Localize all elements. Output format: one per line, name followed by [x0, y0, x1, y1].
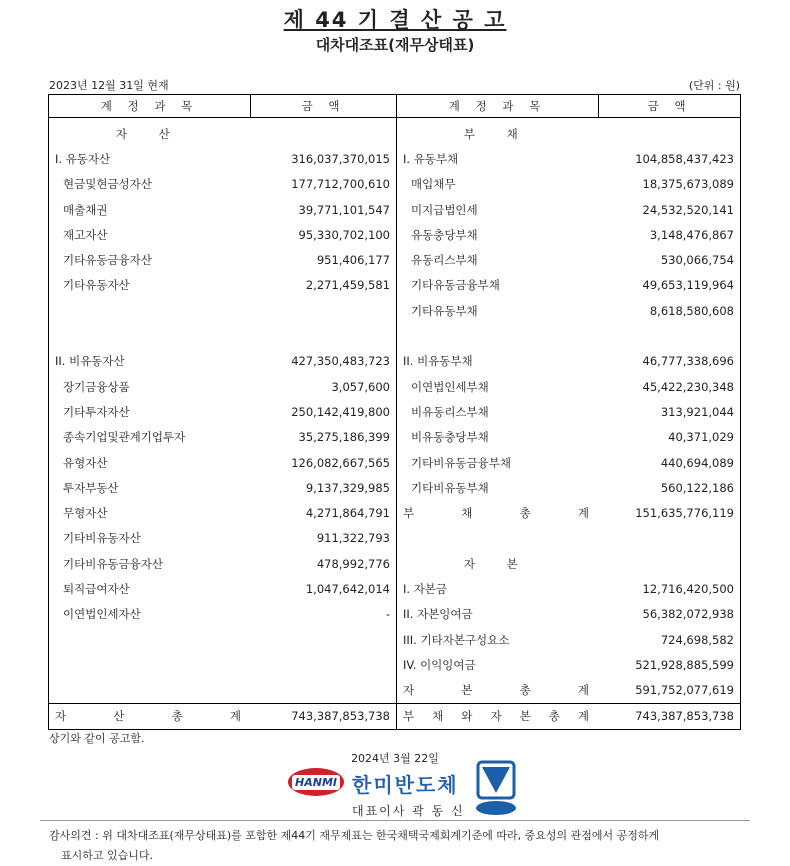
liability-equity-account: II. 자본잉여금: [397, 602, 599, 627]
liability-equity-account: I. 유동부채: [397, 146, 599, 171]
liability-equity-amount: 724,698,582: [599, 627, 741, 652]
table-row: [49, 349, 741, 374]
asset-account: II. 비유동자산: [49, 349, 251, 374]
asset-amount: [251, 118, 397, 147]
liability-equity-account: III. 기타자본구성요소: [397, 627, 599, 652]
asset-account: 이연법인세자산: [49, 602, 251, 627]
asset-amount: 951,406,177: [251, 247, 397, 272]
asset-amount: 95,330,702,100: [251, 222, 397, 247]
asset-amount: 1,047,642,014: [251, 576, 397, 601]
asset-account: [49, 323, 251, 348]
table-row: [49, 374, 741, 399]
asset-amount: 2,271,459,581: [251, 273, 397, 298]
audit-opinion-line: 감사의견 : 위 대차대조표(재무상태표)를 포함한 제44기 재무제표는 한국채택국제회계기준에 따라, 중요성의 관점에서 공정하게: [49, 829, 660, 842]
liability-equity-account: I. 자본금: [397, 576, 599, 601]
table-row: [49, 399, 741, 424]
table-row: [49, 172, 741, 197]
liability-equity-amount: 46,777,338,696: [599, 349, 741, 374]
asset-account: 매출채권: [49, 197, 251, 222]
liability-equity-account: 기타비유동금융부채: [397, 450, 599, 475]
liability-equity-amount: [599, 551, 741, 576]
liability-equity-account: 이연법인세부채: [397, 374, 599, 399]
liability-equity-amount: 45,422,230,348: [599, 374, 741, 399]
table-row: [49, 146, 741, 171]
liability-equity-amount: [599, 526, 741, 551]
table-row: [49, 273, 741, 298]
liability-equity-account: 기타유동부채: [397, 298, 599, 323]
liability-equity-account: [397, 703, 608, 729]
liability-equity-account: 기타비유동부채: [397, 475, 599, 500]
liability-equity-amount: 24,532,520,141: [599, 197, 741, 222]
asset-amount: 4,271,864,791: [251, 500, 397, 525]
balance-sheet-table: [48, 94, 741, 730]
liability-equity-account: [397, 500, 637, 525]
asset-account: 투자부동산: [49, 475, 251, 500]
asset-account: 무형자산: [49, 500, 251, 525]
table-row: [49, 703, 741, 729]
liability-equity-amount: 151,635,776,119: [599, 500, 741, 525]
asset-account: 퇴직급여자산: [49, 576, 251, 601]
liability-equity-account: 자 본: [397, 551, 599, 576]
publish-date: 2024년 3월 22일: [351, 752, 439, 765]
asset-amount: [251, 652, 397, 677]
header-amount: 금 액: [599, 95, 741, 118]
asset-amount: [251, 298, 397, 323]
closing-statement: 상기와 같이 공고함.: [49, 732, 145, 745]
asset-amount: 743,387,853,738: [251, 703, 397, 729]
asset-amount: 427,350,483,723: [251, 349, 397, 374]
company-name: 한미반도체: [352, 773, 459, 797]
asset-account: [49, 298, 251, 323]
liability-equity-account: 매입채무: [397, 172, 599, 197]
ceo-name: 대표이사 곽 동 신: [352, 804, 465, 818]
table-row: [49, 475, 741, 500]
liability-equity-account: 비유동충당부채: [397, 425, 599, 450]
liability-equity-account: 비유동리스부채: [397, 399, 599, 424]
table-row: [49, 118, 741, 147]
audit-opinion: [49, 826, 659, 866]
table-row: [49, 576, 741, 601]
table-row: [49, 602, 741, 627]
liability-equity-amount: 560,122,186: [599, 475, 741, 500]
table-row: [49, 323, 741, 348]
asset-account: 재고자산: [49, 222, 251, 247]
asset-account: 기타투자자산: [49, 399, 251, 424]
asset-amount: 3,057,600: [251, 374, 397, 399]
liability-equity-amount: 440,694,089: [599, 450, 741, 475]
liability-equity-account: 기타유동금융부채: [397, 273, 599, 298]
liability-equity-amount: 104,858,437,423: [599, 146, 741, 171]
header-amount: 금 액: [251, 95, 397, 118]
liability-equity-account: [397, 323, 599, 348]
liability-equity-account: II. 비유동부채: [397, 349, 599, 374]
liability-equity-amount: 56,382,072,938: [599, 602, 741, 627]
asset-amount: 911,322,793: [251, 526, 397, 551]
asset-account: 기타유동금융자산: [49, 247, 251, 272]
audit-opinion-line: 표시하고 있습니다.: [61, 849, 154, 862]
logo-text: HANMI: [292, 775, 340, 790]
asset-amount: 478,992,776: [251, 551, 397, 576]
table-row: [49, 551, 741, 576]
liability-equity-amount: 49,653,119,964: [599, 273, 741, 298]
liability-equity-amount: [599, 118, 741, 147]
asset-account: 기타유동자산: [49, 273, 251, 298]
liability-equity-amount: 591,752,077,619: [599, 678, 741, 704]
asset-amount: 126,082,667,565: [251, 450, 397, 475]
header-account: 계 정 과 목: [397, 95, 599, 118]
asset-account: 자 산: [49, 118, 251, 147]
statement-title: 대차대조표(재무상태표): [315, 36, 475, 54]
notice-title: [0, 4, 790, 34]
liability-equity-account: 미지급법인세: [397, 197, 599, 222]
hanmi-logo: [288, 768, 344, 796]
asset-amount: 250,142,419,800: [251, 399, 397, 424]
liability-equity-amount: 12,716,420,500: [599, 576, 741, 601]
notice-title-text: 제 44 기 결 산 공 고: [283, 8, 507, 32]
table-row: [49, 197, 741, 222]
table-row: [49, 627, 741, 652]
asset-amount: [251, 627, 397, 652]
liability-equity-account: IV. 이익잉여금: [397, 652, 599, 677]
liability-equity-account: [397, 526, 599, 551]
table-row: [49, 450, 741, 475]
table-row: [49, 500, 741, 525]
liability-equity-account: [397, 678, 637, 704]
asset-amount: 35,275,186,399: [251, 425, 397, 450]
total-label: 부채와자본총계: [403, 709, 608, 724]
as-of-date: 2023년 12월 31일 현재: [49, 79, 169, 92]
total-label: 부채총계: [403, 506, 637, 521]
liability-equity-amount: 3,148,476,867: [599, 222, 741, 247]
liability-equity-account: 유동충당부채: [397, 222, 599, 247]
total-label: 자본총계: [403, 683, 637, 698]
liability-equity-amount: [599, 323, 741, 348]
asset-amount: [251, 323, 397, 348]
liability-equity-amount: 743,387,853,738: [599, 703, 741, 729]
asset-amount: 39,771,101,547: [251, 197, 397, 222]
asset-account: 기타비유동금융자산: [49, 551, 251, 576]
asset-account: 종속기업및관계기업투자: [49, 425, 251, 450]
header-account: 계 정 과 목: [49, 95, 251, 118]
listed-company-seal-icon: [474, 760, 518, 816]
divider: [40, 820, 750, 821]
asset-amount: [251, 678, 397, 704]
asset-account: [49, 703, 289, 729]
asset-account: [49, 678, 251, 704]
table-row: [49, 298, 741, 323]
liability-equity-amount: 530,066,754: [599, 247, 741, 272]
liability-equity-account: 유동리스부채: [397, 247, 599, 272]
asset-account: 유형자산: [49, 450, 251, 475]
asset-account: 기타비유동자산: [49, 526, 251, 551]
liability-equity-account: 부 채: [397, 118, 599, 147]
asset-amount: -: [251, 602, 397, 627]
asset-amount: 9,137,329,985: [251, 475, 397, 500]
table-row: [49, 425, 741, 450]
liability-equity-amount: 18,375,673,089: [599, 172, 741, 197]
asset-account: I. 유동자산: [49, 146, 251, 171]
table-row: [49, 652, 741, 677]
asset-account: 현금및현금성자산: [49, 172, 251, 197]
asset-account: [49, 652, 251, 677]
table-row: [49, 526, 741, 551]
table-row: [49, 247, 741, 272]
asset-account: 장기금융상품: [49, 374, 251, 399]
asset-amount: 177,712,700,610: [251, 172, 397, 197]
liability-equity-amount: 8,618,580,608: [599, 298, 741, 323]
liability-equity-amount: 313,921,044: [599, 399, 741, 424]
total-label: 자산총계: [55, 709, 289, 724]
asset-amount: 316,037,370,015: [251, 146, 397, 171]
liability-equity-amount: 40,371,029: [599, 425, 741, 450]
liability-equity-amount: 521,928,885,599: [599, 652, 741, 677]
asset-account: [49, 627, 251, 652]
unit-label: (단위 : 원): [688, 79, 740, 92]
table-row: [49, 222, 741, 247]
table-row: [49, 678, 741, 704]
